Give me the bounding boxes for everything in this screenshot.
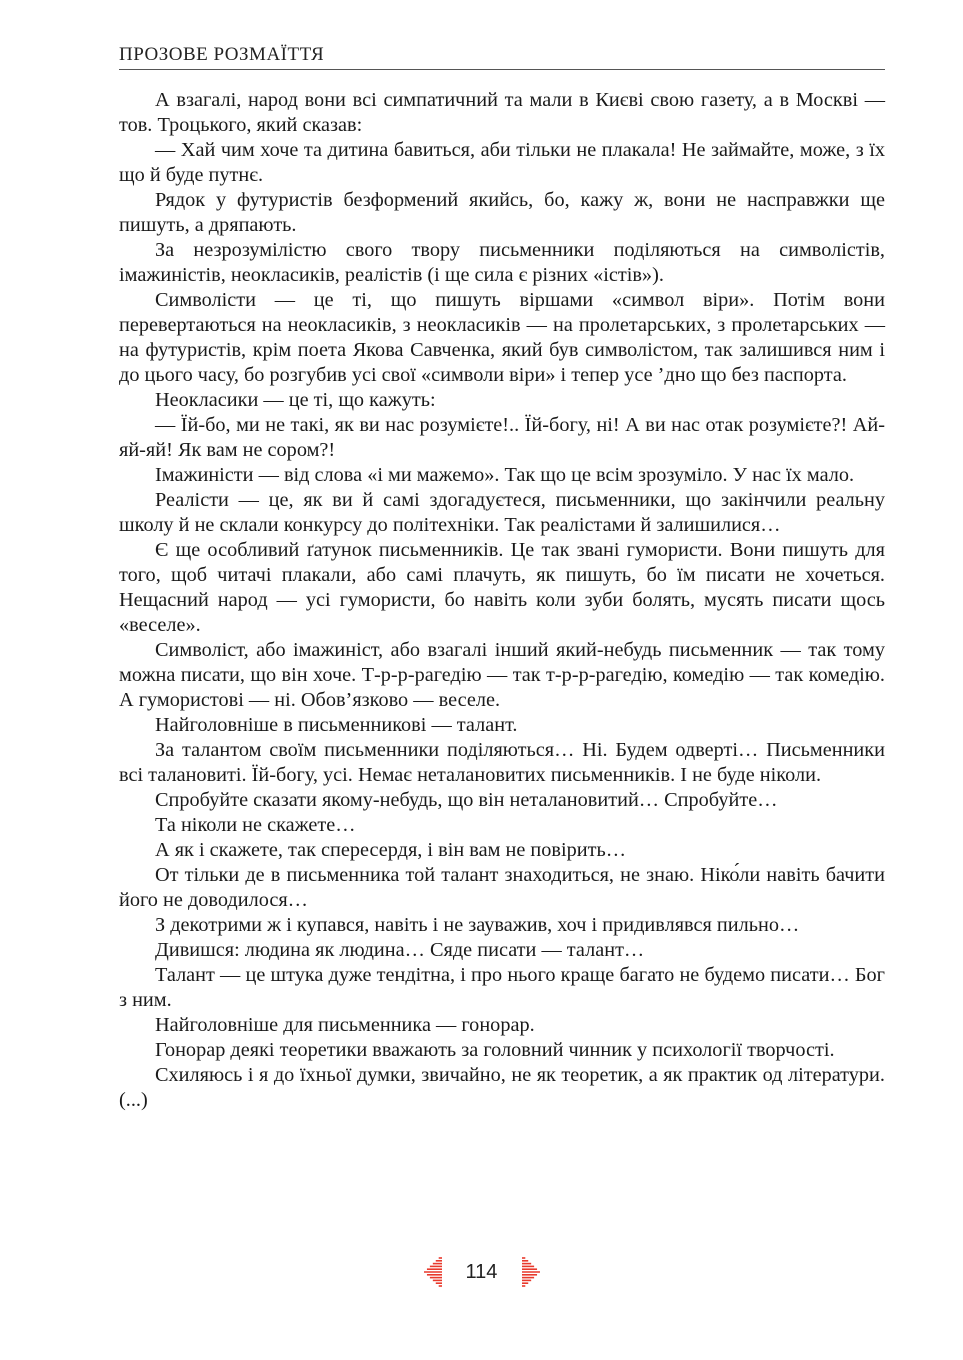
- striped-arrow-right-icon: [521, 1256, 541, 1288]
- paragraph: Та ніколи не скажете…: [155, 814, 356, 836]
- paragraph: За незрозумілістю свого твору письменники поділяються на символістів, імажиністів, неокласиків, реалістів (і ще сила є різних «істів»).: [119, 239, 885, 286]
- paragraph: Схиляюсь і я до їхньої думки, звичайно, не як теоретик, а як практик од літератури. (...): [119, 1064, 885, 1111]
- paragraph: Дивишся: людина як людина… Сяде писати — талант…: [155, 939, 645, 961]
- body-text: [119, 88, 885, 1113]
- paragraph: Найголовніше для письменника — гонорар.: [155, 1014, 535, 1036]
- paragraph: За талантом своїм письменники поділяються… Ні. Будем одверті… Письменники всі талановиті. Їй-богу, усі. Немає неталановитих письменників. І не буде ніколи.: [119, 739, 885, 786]
- paragraph: Є ще особливий ґатунок письменників. Це так звані гумористи. Вони пишуть для того, щоб читачі плакали, або самі плачуть, як пишуть, бо їм писати не хочеться. Нещасний народ — усі гумористи, бо навіть коли зуби болять, мусять писати щось «веселе».: [119, 539, 885, 636]
- paragraph: Реалісти — це, як ви й самі здогадуєтеся, письменники, що закінчили реальну школу й не склали конкурсу до політехніки. Так реалістами й залишилися…: [119, 489, 885, 536]
- paragraph: Символісти — це ті, що пишуть віршами «символ віри». Потім вони перевертаються на неокласиків, з неокласиків — на пролетарських, з пролетарських — на футуристів, крім поета Якова Савченка, який був символістом, так залишився ним і до цього часу, бо розгубив усі свої «символи віри» і тепер усе ’дно що без паспорта.: [119, 289, 885, 386]
- paragraph: Рядок у футуристів безформений якийсь, бо, кажу ж, вони не насправжки ще пишуть, а дряпають.: [119, 189, 885, 236]
- striped-arrow-left-icon: [423, 1256, 443, 1288]
- paragraph: А взагалі, народ вони всі симпатичний та мали в Києві свою газету, а в Москві — тов. Троцького, який сказав:: [119, 89, 885, 136]
- paragraph: Імажиністи — від слова «і ми мажемо». Так що це всім зрозуміло. У нас їх мало.: [155, 464, 855, 486]
- paragraph: З декотрими ж і купався, навіть і не зауважив, хоч і придивлявся пильно…: [155, 914, 800, 936]
- page-number: 114: [465, 1260, 498, 1283]
- paragraph: Неокласики — це ті, що кажуть:: [155, 389, 436, 411]
- striped-arrow-right-graphic: [521, 1256, 541, 1288]
- paragraph: Гонорар деякі теоретики вважають за головний чинник у психології творчості.: [155, 1039, 835, 1061]
- paragraph: Символіст, або імажиніст, або взагалі інший який-небудь письменник — так тому можна писати, що він хоче. Т-р-р-рагедію — так т-р-р-рагедію, комедію — так комедію. А гумористові — ні. Обов’язково — веселе.: [119, 639, 885, 711]
- paragraph: Спробуйте сказати якому-небудь, що він неталановитий… Спробуйте…: [155, 789, 778, 811]
- paragraph: От тільки де в письменника той талант знаходиться, не знаю. Ніко́ли навіть бачити його не доводилося…: [119, 864, 885, 911]
- paragraph: Найголовніше в письменникові — талант.: [155, 714, 518, 736]
- paragraph: — Їй-бо, ми не такі, як ви нас розумієте!.. Їй-богу, ні! А ви нас отак розумієте?! Ай-яй-яй! Як вам не сором?!: [119, 414, 885, 461]
- page-footer: [0, 1256, 963, 1288]
- paragraph: — Хай чим хоче та дитина бавиться, аби тільки не плакала! Не займайте, може, з їх що й буде путнє.: [119, 139, 885, 186]
- paragraph: А як і скажете, так спересердя, і він вам не повірить…: [155, 839, 627, 861]
- paragraph: Талант — це штука дуже тендітна, і про нього краще багато не будемо писати… Бог з ним.: [119, 964, 885, 1011]
- running-header: [119, 44, 885, 70]
- running-header-title: ПРОЗОВЕ РОЗМАЇТТЯ: [119, 44, 325, 65]
- striped-arrow-left-graphic: [423, 1256, 443, 1288]
